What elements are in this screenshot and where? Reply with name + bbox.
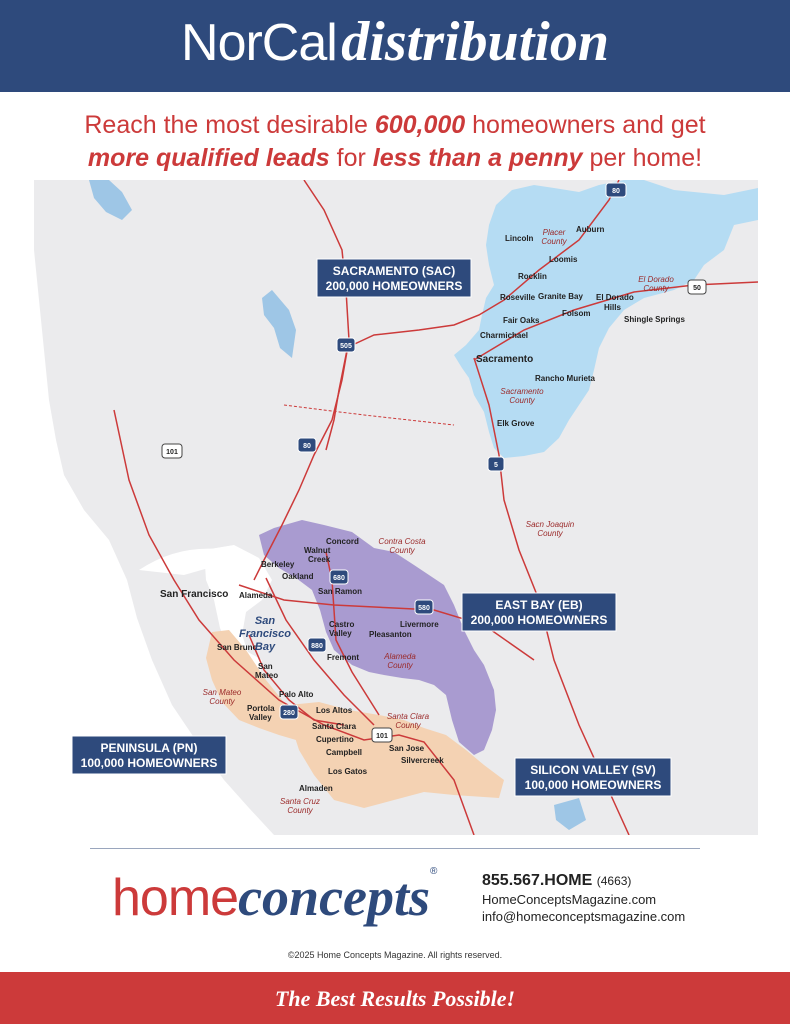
contact-info — [482, 872, 685, 924]
shield-label: 80 — [303, 443, 311, 450]
tagline: Reach the most desirable 600,000 homeowners and get more qualified leads for less than a penny per home! — [84, 111, 706, 172]
region-label-silicon-valley — [515, 758, 671, 796]
city-label: Auburn — [576, 225, 605, 234]
region-label-sacramento — [317, 259, 471, 297]
city-label: Hills — [604, 303, 621, 312]
home-concepts-logo: homeconcepts® — [112, 866, 438, 927]
city-label: Valley — [249, 713, 272, 722]
city-label: Lincoln — [505, 234, 534, 243]
region-label-line2: 100,000 HOMEOWNERS — [524, 778, 662, 792]
region-label-peninsula — [72, 736, 226, 774]
city-label: Concord — [326, 537, 359, 546]
city-label: Los Gatos — [328, 767, 368, 776]
city-label: Livermore — [400, 620, 439, 629]
interstate-680-shield — [330, 570, 348, 584]
city-label: Almaden — [299, 784, 333, 793]
city-label: Oakland — [282, 572, 314, 581]
phone-digits: (4663) — [596, 874, 632, 888]
distribution-map — [34, 180, 758, 835]
city-label: Rancho Murieta — [535, 374, 596, 383]
city-label: Fremont — [327, 653, 359, 662]
county-label: County — [389, 546, 415, 555]
copyright: ©2025 Home Concepts Magazine. All rights reserved. — [287, 950, 503, 960]
interstate-505-shield — [337, 338, 355, 352]
city-label: El Dorado — [596, 293, 634, 302]
bay-label: Francisco — [239, 628, 291, 640]
city-label: Silvercreek — [401, 756, 444, 765]
county-label: Sacramento — [500, 387, 544, 396]
county-label: San Mateo — [202, 688, 242, 697]
city-label: Alameda — [239, 591, 273, 600]
section-divider — [90, 848, 700, 849]
region-label-line1: EAST BAY (EB) — [495, 598, 583, 612]
interstate-80-shield-top — [606, 183, 626, 197]
region-label-line2: 100,000 HOMEOWNERS — [80, 756, 218, 770]
region-label-line2: 200,000 HOMEOWNERS — [470, 613, 608, 627]
region-label-east-bay — [462, 593, 616, 631]
city-label: Mateo — [255, 671, 279, 680]
city-label: Los Altos — [316, 706, 353, 715]
city-label: Berkeley — [261, 560, 295, 569]
city-label: Portola — [247, 704, 275, 713]
shield-label: 80 — [612, 188, 620, 195]
city-label: San Ramon — [318, 587, 363, 596]
region-label-line1: PENINSULA (PN) — [100, 741, 198, 755]
county-label: Sacn Joaquin — [525, 520, 575, 529]
county-label: County — [537, 529, 563, 538]
shield-label: 101 — [166, 449, 178, 456]
city-label: Fair Oaks — [503, 316, 540, 325]
city-label: Cupertino — [316, 735, 354, 744]
interstate-80-shield — [298, 438, 316, 452]
city-label: Creek — [308, 555, 331, 564]
city-label: Rocklin — [518, 272, 547, 281]
city-label: Pleasanton — [369, 630, 412, 639]
interstate-880-shield — [308, 638, 326, 652]
county-label: Santa Clara — [386, 712, 430, 721]
city-label: Santa Clara — [312, 722, 357, 731]
city-label: Sacramento — [476, 354, 534, 365]
county-label: Santa Cruz — [279, 797, 321, 806]
website-link[interactable]: HomeConceptsMagazine.com — [482, 892, 657, 907]
city-label: Folsom — [562, 309, 591, 318]
county-label: El Dorado — [638, 275, 674, 284]
shield-label: 101 — [376, 733, 388, 740]
shield-label: 580 — [418, 605, 430, 612]
city-label: Elk Grove — [497, 419, 535, 428]
county-label: Contra Costa — [378, 537, 426, 546]
page-title: NorCal distribution — [181, 11, 609, 73]
slogan: The Best Results Possible! — [274, 986, 516, 1011]
city-label: Charmichael — [480, 331, 529, 340]
county-label: County — [643, 284, 669, 293]
shield-label: 880 — [311, 643, 323, 650]
city-label: Palo Alto — [279, 690, 314, 699]
region-label-line2: 200,000 HOMEOWNERS — [325, 279, 463, 293]
highway-101-shield-north — [162, 444, 182, 458]
shield-label: 5 — [494, 462, 498, 469]
email-link[interactable]: info@homeconceptsmagazine.com — [482, 909, 686, 924]
highway-50-shield — [688, 280, 706, 294]
header-banner — [0, 0, 790, 92]
county-label: County — [509, 396, 535, 405]
footer-banner — [0, 972, 790, 1024]
shield-label: 505 — [340, 343, 352, 350]
city-label: Shingle Springs — [624, 315, 685, 324]
county-label: Alameda — [384, 652, 416, 661]
region-label-line1: SILICON VALLEY (SV) — [530, 763, 656, 777]
county-label: County — [395, 721, 421, 730]
shield-label: 680 — [333, 575, 345, 582]
city-label: Loomis — [549, 255, 578, 264]
city-label: Walnut — [304, 546, 331, 555]
county-label: County — [209, 697, 235, 706]
bay-label: San — [254, 615, 276, 627]
city-label: Campbell — [326, 748, 363, 757]
phone-number: 855.567.HOME — [482, 872, 593, 889]
city-label: Castro — [329, 620, 355, 629]
city-label: San Francisco — [160, 589, 229, 600]
shield-label: 280 — [283, 710, 295, 717]
county-label: County — [287, 806, 313, 815]
county-label: Placer — [542, 228, 566, 237]
city-label: Valley — [329, 629, 352, 638]
city-label: San Bruno — [217, 643, 258, 652]
city-label: San Jose — [389, 744, 425, 753]
highway-101-shield-south — [372, 728, 392, 742]
city-label: Granite Bay — [538, 292, 583, 301]
county-label: County — [387, 661, 413, 670]
bay-label: Bay — [254, 641, 276, 653]
interstate-580-shield — [415, 600, 433, 614]
interstate-5-shield — [488, 457, 504, 471]
interstate-280-shield — [280, 705, 298, 719]
region-label-line1: SACRAMENTO (SAC) — [332, 264, 456, 278]
city-label: San — [258, 662, 273, 671]
county-label: County — [541, 237, 567, 246]
city-label: Roseville — [500, 293, 536, 302]
shield-label: 50 — [693, 285, 701, 292]
